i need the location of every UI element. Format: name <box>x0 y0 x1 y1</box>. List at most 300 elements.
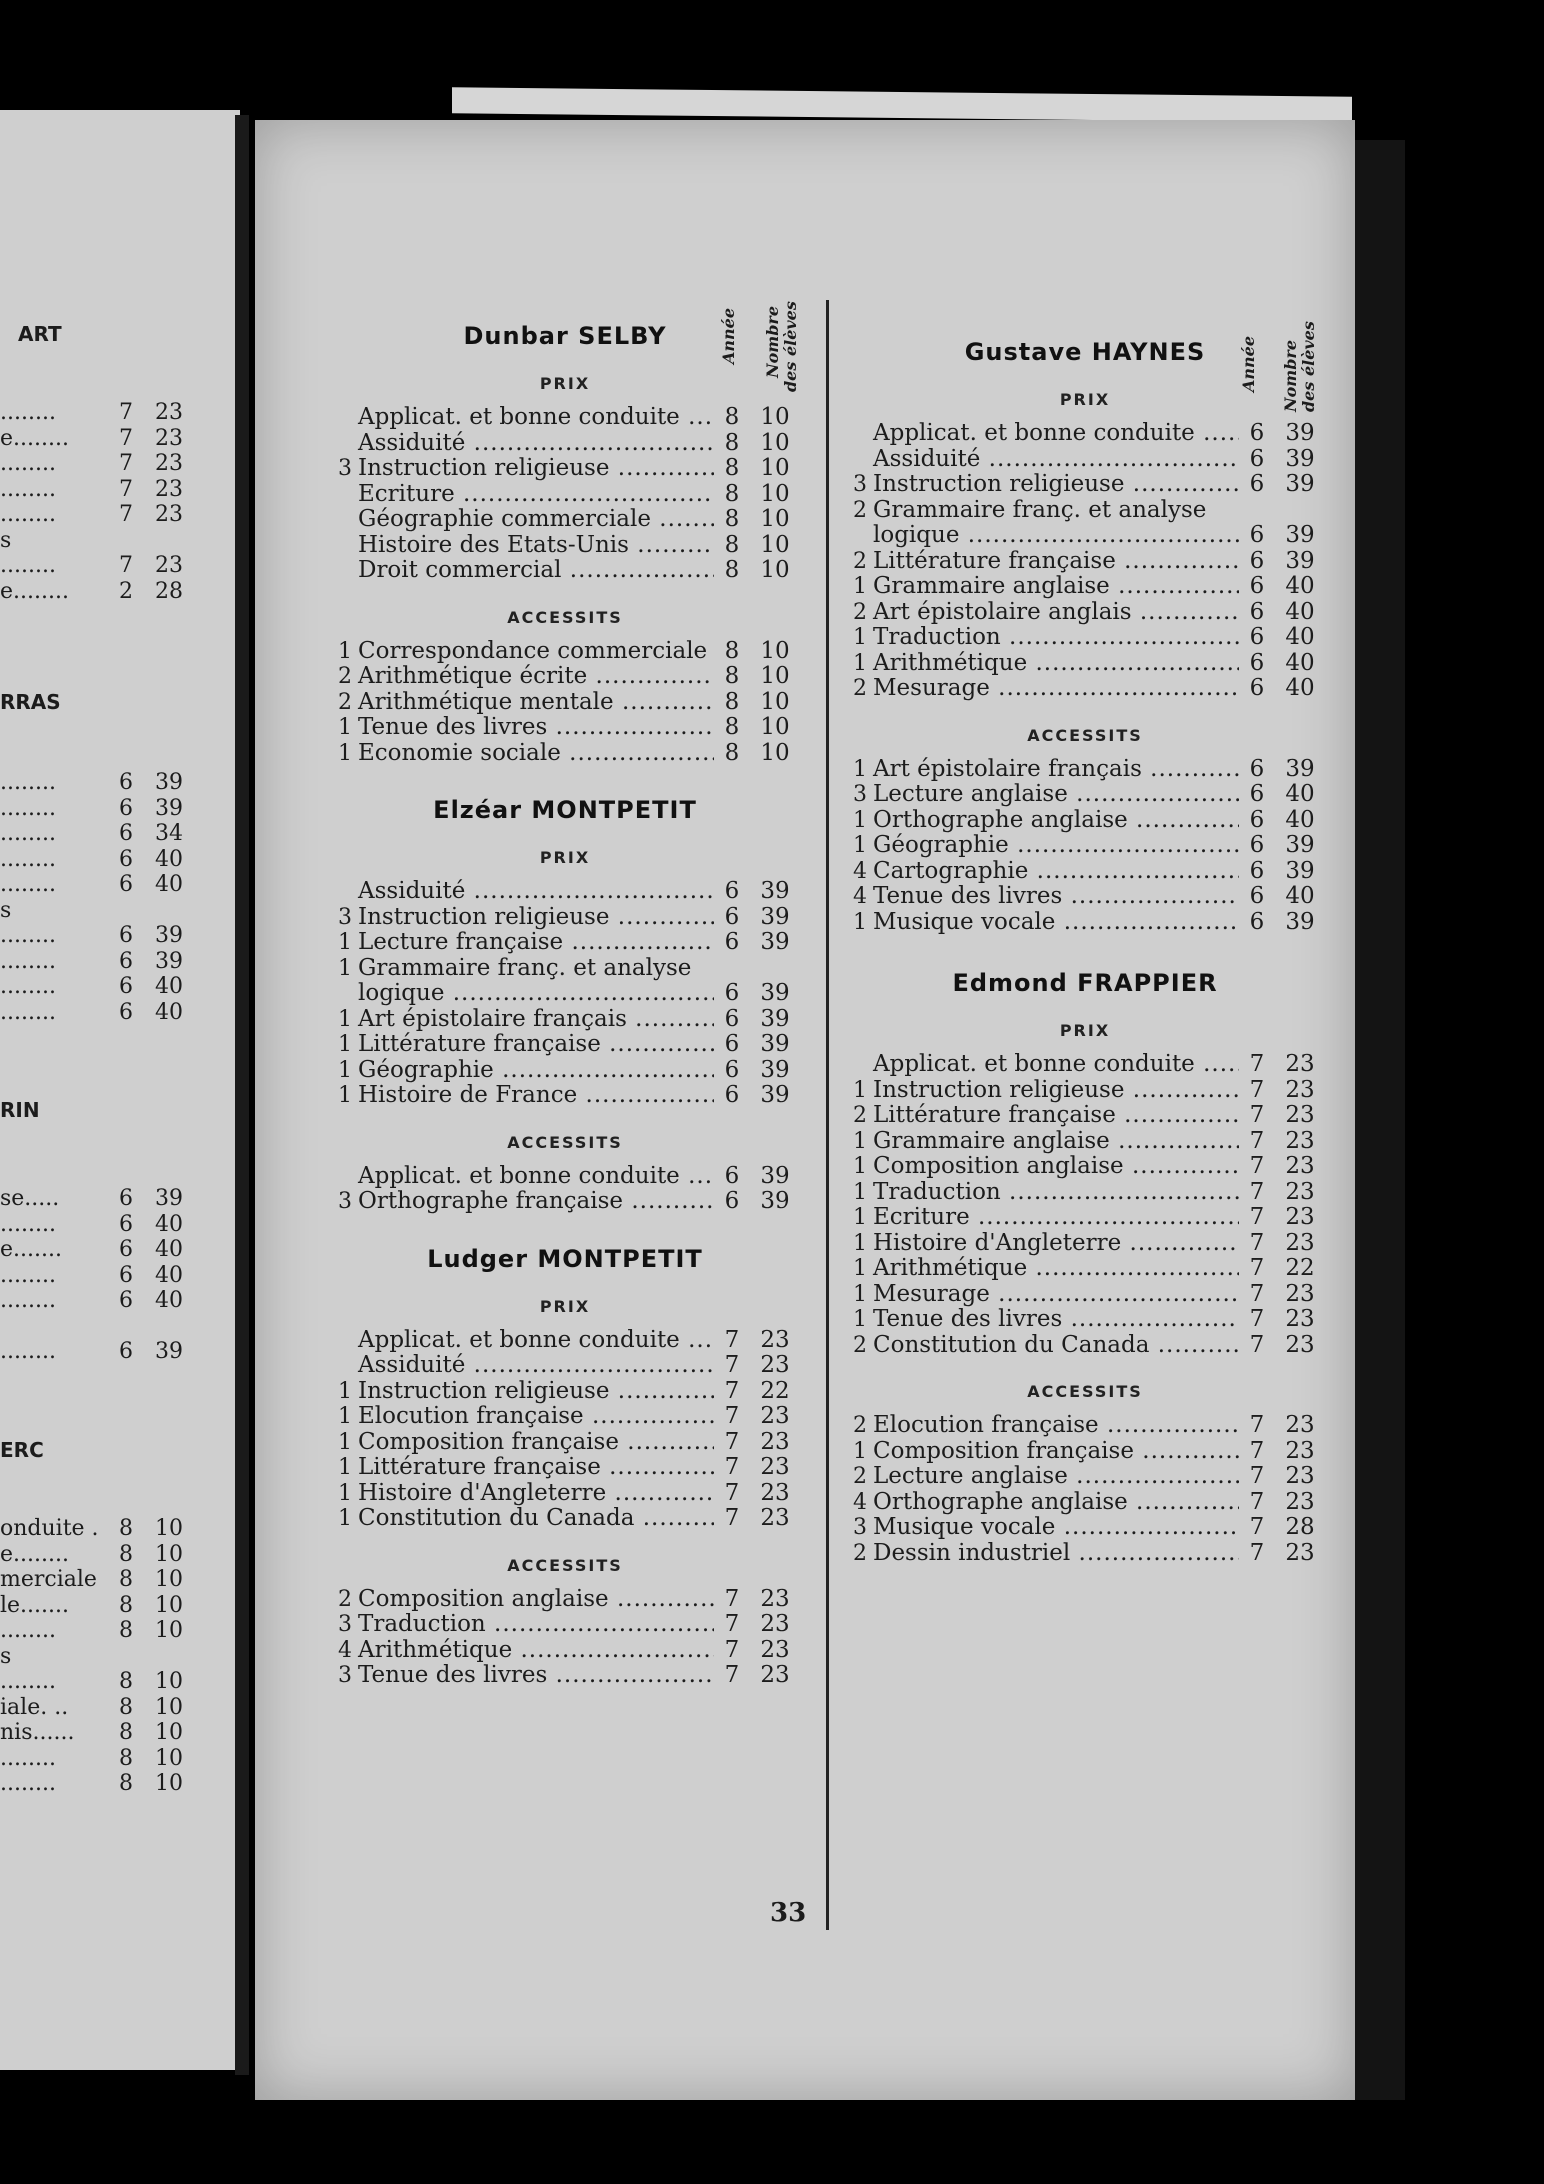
book-gutter <box>235 115 249 2075</box>
annee: 6 <box>724 1031 740 1057</box>
annee: 8 <box>724 455 740 481</box>
award-row <box>330 1189 800 1215</box>
fragment-row <box>0 1695 200 1720</box>
subject: Arithmétique mentale ..... <box>352 690 714 716</box>
fragment-row <box>0 770 200 795</box>
fragment-row <box>0 579 200 604</box>
nombre: 23 <box>760 1662 790 1688</box>
subject: Instruction religieuse ..... <box>867 472 1239 498</box>
fragment-row <box>0 923 200 948</box>
rank: 1 <box>338 1057 352 1083</box>
annee: 6 <box>1249 857 1265 884</box>
rank: 2 <box>338 1586 352 1612</box>
subject: Histoire des Etats-Unis ..... <box>352 533 714 559</box>
rank: 1 <box>338 1480 352 1506</box>
nombre: 23 <box>760 1585 790 1612</box>
fragment-row <box>0 477 200 502</box>
fragment-name: RRAS <box>0 690 61 714</box>
award-row <box>330 558 800 584</box>
fragment-text: nis...... <box>0 1720 75 1745</box>
rank: 3 <box>338 456 352 481</box>
nombre: 23 <box>1285 1306 1315 1332</box>
fragment-text: ........ <box>0 1211 56 1237</box>
nombre: 23 <box>760 1636 790 1663</box>
award-row <box>845 1052 1325 1078</box>
rank: 3 <box>853 782 867 807</box>
fragment-row <box>0 1593 200 1618</box>
fragment-row <box>0 1644 200 1669</box>
nombre: 22 <box>1285 1255 1315 1281</box>
nombre: 39 <box>760 1031 790 1057</box>
fragment-annee: 6 <box>119 1237 133 1262</box>
annee: 7 <box>1249 1102 1265 1128</box>
subject: Littérature française ..... <box>867 1103 1239 1129</box>
nombre: 23 <box>1285 1178 1315 1205</box>
nombre: 23 <box>760 1428 790 1455</box>
fragment-text: ........ <box>0 999 56 1025</box>
fragment-nombre: 39 <box>155 923 183 948</box>
annee: 8 <box>724 688 740 715</box>
fragment-annee: 8 <box>119 1516 133 1541</box>
rank: 1 <box>338 930 352 955</box>
fragment-text: ........ <box>0 476 56 502</box>
award-row <box>845 757 1325 783</box>
nombre: 39 <box>1285 547 1315 574</box>
fragment-row <box>0 847 200 872</box>
fragment-row <box>0 451 200 476</box>
annee: 7 <box>724 1636 740 1663</box>
annee: 7 <box>724 1662 740 1688</box>
award-row <box>845 1180 1325 1206</box>
subject: Applicat. et bonne conduite ..... <box>352 405 714 431</box>
annee: 7 <box>724 1428 740 1455</box>
award-row <box>845 808 1325 834</box>
fragment-text: ........ <box>0 872 56 897</box>
subject: Grammaire anglaise ..... <box>867 1129 1239 1155</box>
fragment-name: ART <box>18 322 62 346</box>
nombre: 39 <box>1285 908 1315 935</box>
fragment-text: ........ <box>0 553 56 578</box>
fragment-row <box>0 872 200 897</box>
fragment-nombre: 10 <box>155 1567 183 1592</box>
fragment-row <box>0 796 200 821</box>
fragment-text: e........ <box>0 425 69 451</box>
nombre: 10 <box>760 404 790 430</box>
fragment-nombre: 39 <box>155 795 183 821</box>
fragment-text: ........ <box>0 1618 56 1643</box>
subject: Ecriture ..... <box>352 482 714 508</box>
fragment-nombre: 39 <box>155 1186 183 1211</box>
fragment-nombre: 40 <box>155 872 183 897</box>
fragment-nombre: 10 <box>155 1771 183 1796</box>
award-row <box>845 421 1325 447</box>
award-row <box>845 1231 1325 1257</box>
student-name: Dunbar SELBY <box>463 322 667 350</box>
accessits-label: ACCESSITS <box>507 607 623 627</box>
annee: 8 <box>724 557 740 583</box>
rank: 2 <box>853 1464 867 1489</box>
rank: 1 <box>853 574 867 599</box>
student-name: Ludger MONTPETIT <box>427 1244 703 1273</box>
rank: 1 <box>338 1506 352 1531</box>
des-eleves-header: des élèves <box>781 301 800 392</box>
fragment-annee: 6 <box>119 1186 133 1211</box>
annee: 7 <box>724 1479 740 1506</box>
fragment-row <box>0 1186 200 1211</box>
award-row <box>330 879 800 905</box>
nombre: 23 <box>760 1403 790 1429</box>
subject: Géographie ..... <box>352 1058 714 1084</box>
rank: 1 <box>853 833 867 858</box>
award-row <box>330 1430 800 1456</box>
nombre: 23 <box>1285 1488 1315 1515</box>
rank: 1 <box>338 1032 352 1057</box>
fragment-text: ........ <box>0 948 56 974</box>
annee: 7 <box>724 1352 740 1378</box>
nombre: 10 <box>760 637 790 664</box>
fragment-annee: 6 <box>119 770 133 795</box>
subject: Lecture anglaise ..... <box>867 782 1239 808</box>
nombre: 40 <box>1285 624 1315 650</box>
fragment-row <box>0 502 200 527</box>
nombre: 39 <box>1285 857 1315 884</box>
annee: 6 <box>1249 832 1265 858</box>
fragment-annee: 6 <box>119 1288 133 1313</box>
subject: Composition française ..... <box>352 1430 714 1456</box>
right-shadow <box>1355 140 1405 2100</box>
award-row <box>330 639 800 665</box>
annee: 8 <box>724 531 740 558</box>
nombre: 39 <box>1285 522 1315 548</box>
fragment-row <box>0 1237 200 1262</box>
annee: 6 <box>1249 471 1265 497</box>
rank: 2 <box>853 1332 867 1358</box>
subject: Applicat. et bonne conduite ..... <box>352 1164 714 1190</box>
subject: Droit commercial ..... <box>352 558 714 584</box>
rank: 1 <box>853 1128 867 1154</box>
fragment-text: ........ <box>0 1262 56 1288</box>
subject: Applicat. et bonne conduite ..... <box>352 1328 714 1354</box>
subject: Traduction ..... <box>867 625 1239 651</box>
fragment-nombre: 39 <box>155 1339 183 1364</box>
annee: 7 <box>1249 1127 1265 1154</box>
award-row <box>330 930 800 956</box>
nombre: 10 <box>760 506 790 532</box>
student-block <box>330 1245 800 1689</box>
fragment-nombre: 40 <box>155 1262 183 1288</box>
rank: 3 <box>338 1612 352 1637</box>
subject: Economie sociale ..... <box>352 741 714 767</box>
student-name: Gustave HAYNES <box>964 338 1206 366</box>
nombre: 39 <box>760 1082 790 1108</box>
fragment-nombre: 10 <box>155 1618 183 1643</box>
nombre: 39 <box>760 1005 790 1032</box>
fragment-nombre: 10 <box>155 1516 183 1541</box>
annee: 6 <box>724 980 740 1006</box>
fragment-row <box>0 1288 200 1313</box>
annee: 8 <box>724 429 740 456</box>
fragment-row <box>0 1669 200 1694</box>
award-row <box>330 715 800 741</box>
fragment-row <box>0 426 200 451</box>
nombre: 40 <box>1285 883 1315 909</box>
subject: logique ..... <box>867 523 1239 549</box>
fragment-nombre: 28 <box>155 578 183 604</box>
fragment-annee: 6 <box>119 1211 133 1237</box>
award-row <box>845 1541 1325 1567</box>
fragment-name: ERC <box>0 1438 44 1462</box>
fragment-text: s <box>0 527 12 553</box>
subject: Tenue des livres ..... <box>352 1663 714 1689</box>
fragment-nombre: 23 <box>155 425 183 451</box>
award-row <box>845 472 1325 498</box>
award-row <box>330 1506 800 1532</box>
annee: 6 <box>724 1005 740 1032</box>
annee: 8 <box>724 506 740 532</box>
fragment-row <box>0 1567 200 1592</box>
subject: Applicat. et bonne conduite ..... <box>867 1052 1239 1078</box>
rank: 3 <box>338 904 352 930</box>
fragment-text: ........ <box>0 770 56 795</box>
rank: 1 <box>853 756 867 782</box>
subject: Littérature française ..... <box>352 1455 714 1481</box>
fragment-row <box>0 1771 200 1796</box>
fragment-text: le....... <box>0 1592 70 1618</box>
rank: 1 <box>853 1154 867 1179</box>
student-block <box>845 335 1325 935</box>
fragment-annee: 7 <box>119 502 133 527</box>
fragment-nombre: 23 <box>155 451 183 476</box>
fragment-row <box>0 1542 200 1567</box>
award-row <box>330 405 800 431</box>
subject: Mesurage ..... <box>867 1282 1239 1308</box>
annee: 6 <box>724 1162 740 1189</box>
award-row <box>330 1032 800 1058</box>
subject: Composition française ..... <box>867 1439 1239 1465</box>
rank: 1 <box>338 715 352 740</box>
annee: 7 <box>1249 1255 1265 1281</box>
annee: 7 <box>1249 1463 1265 1489</box>
annee: 6 <box>1249 675 1265 701</box>
rank: 1 <box>338 1006 352 1032</box>
annee: 7 <box>1249 1280 1265 1307</box>
award-row <box>845 910 1325 936</box>
award-row <box>330 1058 800 1084</box>
award-row <box>845 1490 1325 1516</box>
page-number: 33 <box>770 1898 807 1928</box>
subject: Assiduité ..... <box>352 1353 714 1379</box>
nombre: 23 <box>1285 1412 1315 1438</box>
subject: Lecture française ..... <box>352 930 714 956</box>
fragment-annee: 7 <box>119 400 133 425</box>
fragment-text: e....... <box>0 1237 62 1262</box>
fragment-annee: 6 <box>119 846 133 872</box>
nombre: 10 <box>760 557 790 583</box>
rank: 1 <box>338 1404 352 1429</box>
annee: 6 <box>1249 547 1265 574</box>
fragment-row <box>0 1212 200 1237</box>
nombre: 23 <box>1285 1153 1315 1179</box>
fragment-nombre: 40 <box>155 846 183 872</box>
fragment-text: ........ <box>0 1771 56 1796</box>
annee: 6 <box>724 1082 740 1108</box>
nombre-header-right: Nombre <box>1281 339 1300 412</box>
prix-label: PRIX <box>539 1296 591 1316</box>
subject: Correspondance commerciale ..... <box>352 639 714 665</box>
fragment-text: ........ <box>0 1745 56 1771</box>
rank: 3 <box>338 1663 352 1688</box>
annee: 6 <box>1249 649 1265 676</box>
annee: 7 <box>724 1611 740 1637</box>
fragment-annee: 8 <box>119 1720 133 1745</box>
subject: Tenue des livres ..... <box>867 1307 1239 1333</box>
rank: 2 <box>853 676 867 701</box>
fragment-text: ........ <box>0 1288 56 1313</box>
annee: 6 <box>1249 883 1265 909</box>
subject: Constitution du Canada ..... <box>867 1333 1239 1359</box>
subject: Composition anglaise ..... <box>867 1154 1239 1180</box>
annee: 6 <box>724 1188 740 1214</box>
award-row <box>845 1078 1325 1104</box>
subject: Géographie ..... <box>867 833 1239 859</box>
fragment-annee: 7 <box>119 553 133 578</box>
fragment-annee: 6 <box>119 1262 133 1288</box>
annee: 6 <box>724 1056 740 1083</box>
nombre: 10 <box>760 531 790 558</box>
subject: Art épistolaire français ..... <box>352 1007 714 1033</box>
subject: Histoire de France ..... <box>352 1083 714 1109</box>
accessits-label: ACCESSITS <box>1027 725 1143 745</box>
fragment-text: e........ <box>0 1541 69 1567</box>
rank: 1 <box>853 909 867 935</box>
accessits-label: ACCESSITS <box>1027 1382 1143 1401</box>
award-row <box>845 884 1325 910</box>
right-column <box>845 335 1325 1600</box>
annee: 6 <box>724 878 740 904</box>
award-row <box>845 859 1325 885</box>
nombre: 23 <box>1285 1437 1315 1464</box>
nombre: 23 <box>1285 1102 1315 1128</box>
des-eleves-header-right: des élèves <box>1299 321 1318 412</box>
fragment-nombre: 34 <box>155 821 183 846</box>
nombre: 23 <box>760 1505 790 1531</box>
fragment-nombre: 10 <box>155 1694 183 1720</box>
annee: 7 <box>724 1585 740 1612</box>
rank: 1 <box>853 1230 867 1256</box>
rank: 1 <box>853 1179 867 1205</box>
fragment-text: se..... <box>0 1186 60 1211</box>
award-row <box>330 1638 800 1664</box>
rank: 1 <box>853 1281 867 1307</box>
subject: Mesurage ..... <box>867 676 1239 702</box>
subject: Lecture anglaise ..... <box>867 1464 1239 1490</box>
rank: 2 <box>853 497 867 523</box>
annee: 7 <box>1249 1051 1265 1077</box>
award-row <box>845 833 1325 859</box>
nombre: 23 <box>1285 1539 1315 1566</box>
subject: logique ..... <box>352 981 714 1007</box>
annee: 7 <box>1249 1153 1265 1179</box>
rank: 1 <box>853 1205 867 1230</box>
fragment-nombre: 23 <box>155 476 183 502</box>
nombre: 23 <box>760 1479 790 1506</box>
rank: 3 <box>853 472 867 497</box>
subject: Ecriture ..... <box>867 1205 1239 1231</box>
fragment-text: iale. .. <box>0 1694 69 1720</box>
fragment-text: ........ <box>0 502 56 527</box>
subject: Assiduité ..... <box>352 431 714 457</box>
fragment-annee: 8 <box>119 1669 133 1694</box>
subject: Cartographie ..... <box>867 859 1239 885</box>
student-name: Edmond FRAPPIER <box>952 969 1218 997</box>
rank: 1 <box>853 1307 867 1332</box>
fragment-row <box>0 1263 200 1288</box>
accessits-label: ACCESSITS <box>507 1555 623 1575</box>
annee: 8 <box>724 637 740 664</box>
nombre: 39 <box>760 980 790 1006</box>
annee: 6 <box>1249 781 1265 807</box>
fragment-row <box>0 821 200 846</box>
subject: Grammaire franç. et analyse <box>873 497 1207 523</box>
nombre: 23 <box>1285 1127 1315 1154</box>
award-row <box>845 1154 1325 1180</box>
award-row <box>330 1404 800 1430</box>
rank: 1 <box>338 955 352 981</box>
nombre: 23 <box>1285 1463 1315 1489</box>
nombre: 39 <box>1285 755 1315 782</box>
award-row <box>330 1379 800 1405</box>
nombre: 39 <box>760 1162 790 1189</box>
subject: Arithmétique écrite ..... <box>352 664 714 690</box>
fragment-text: e........ <box>0 578 69 604</box>
fragment-text: ........ <box>0 846 56 872</box>
fragment-nombre <box>144 898 194 923</box>
fragment-nombre: 40 <box>155 999 183 1025</box>
fragment-annee: 6 <box>119 999 133 1025</box>
annee: 7 <box>1249 1076 1265 1103</box>
nombre: 39 <box>1285 832 1315 858</box>
fragment-annee: 6 <box>119 795 133 821</box>
annee: 6 <box>1249 420 1265 446</box>
nombre: 39 <box>760 1188 790 1214</box>
fragment-text: onduite . <box>0 1516 99 1541</box>
nombre: 23 <box>760 1352 790 1378</box>
nombre: 23 <box>1285 1331 1315 1358</box>
fragment-annee: 7 <box>119 425 133 451</box>
annee: 6 <box>1249 573 1265 599</box>
fragment-nombre: 40 <box>155 1211 183 1237</box>
column-divider <box>826 300 829 1930</box>
annee: 8 <box>724 480 740 507</box>
fragment-text: ........ <box>0 451 56 476</box>
rank: 4 <box>853 884 867 909</box>
annee: 6 <box>724 929 740 955</box>
award-row <box>330 664 800 690</box>
annee: 6 <box>1249 445 1265 472</box>
fragment-text: ........ <box>0 400 56 425</box>
nombre: 39 <box>760 929 790 955</box>
award-row <box>845 625 1325 651</box>
award-row <box>845 600 1325 626</box>
rank: 2 <box>853 1103 867 1128</box>
student-name: Elzéar MONTPETIT <box>433 796 697 824</box>
annee: 7 <box>1249 1306 1265 1332</box>
rank: 2 <box>853 599 867 625</box>
rank: 1 <box>853 1256 867 1281</box>
nombre: 10 <box>760 714 790 740</box>
rank: 2 <box>338 664 352 689</box>
subject: Musique vocale ..... <box>867 910 1239 936</box>
